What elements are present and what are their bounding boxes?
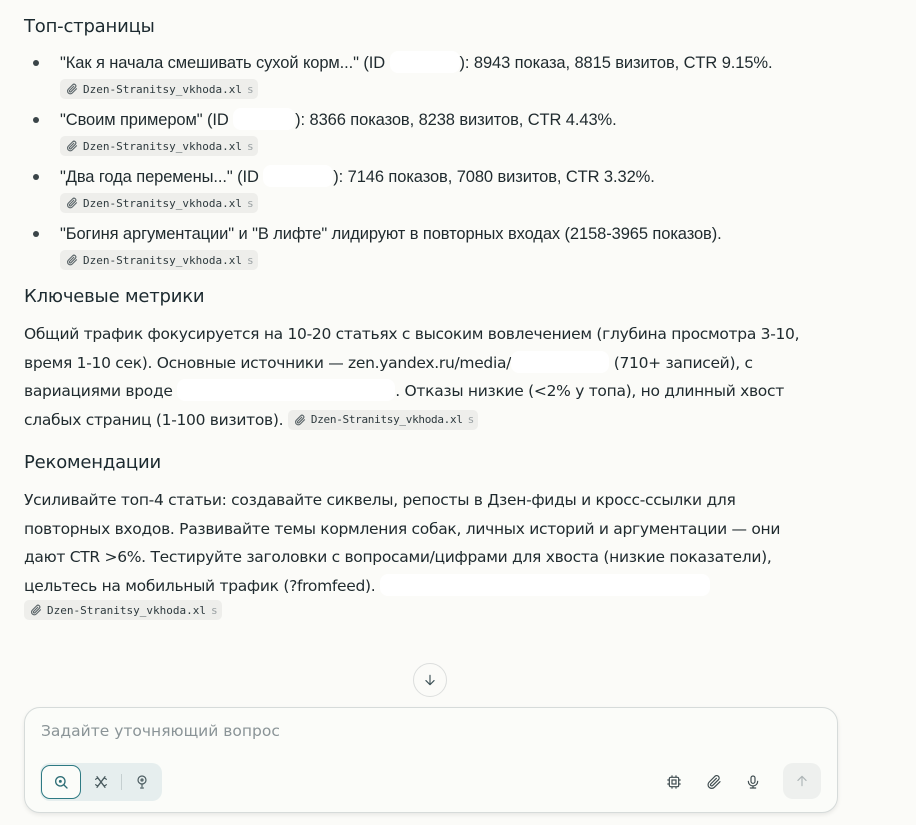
section-title-recommendations: Рекомендации [24, 452, 161, 473]
bullet-icon [33, 60, 39, 66]
paperclip-icon [294, 414, 306, 426]
source-chip[interactable]: Dzen-Stranitsy_vkhoda.xl s [288, 410, 478, 430]
answer-content [24, 14, 844, 620]
mode-labs-button[interactable] [122, 765, 162, 799]
redacted-id [390, 51, 460, 73]
list-item-text: "Своим примером" (ID ): 8366 показов, 8238 визитов, CTR 4.43%. [60, 107, 844, 133]
mode-search-button[interactable] [41, 765, 81, 799]
list-item [24, 107, 844, 156]
redacted-path [511, 351, 609, 373]
list-item [24, 164, 844, 213]
source-chip[interactable]: Dzen-Stranitsy_vkhoda.xl s [60, 79, 258, 99]
list-item-text: "Богиня аргументации" и "В лифте" лидируют в повторных входах (2158-3965 показов). [60, 225, 722, 243]
model-select-button[interactable] [662, 770, 686, 794]
mode-research-button[interactable] [81, 765, 121, 799]
bullet-icon [33, 174, 39, 180]
paperclip-icon [66, 254, 78, 266]
voice-input-button[interactable] [741, 770, 765, 794]
redacted-id [233, 108, 295, 130]
source-chip[interactable]: Dzen-Stranitsy_vkhoda.xl s [24, 600, 222, 620]
lightbulb-icon [134, 774, 150, 790]
source-chip[interactable]: Dzen-Stranitsy_vkhoda.xl s [60, 193, 258, 213]
arrow-up-icon [795, 774, 809, 788]
send-button[interactable] [783, 763, 821, 799]
paperclip-icon [30, 604, 42, 616]
composer [24, 707, 838, 813]
mode-selector [40, 763, 162, 801]
list-item-text: "Как я начала смешивать сухой корм..." (ID ): 8943 показа, 8815 визитов, CTR 9.15%. [60, 50, 844, 76]
list-item-text: "Два года перемены..." (ID ): 7146 показов, 7080 визитов, CTR 3.32%. [60, 164, 844, 190]
key-metrics-text: Общий трафик фокусируется на 10-20 статьях с высоким вовлечением (глубина просмотра 3-10, время 1-10 сек). Основные источники — zen.yandex.ru/media/ (710+ записей), с вариациями вроде . Отказы низкие (<2% у топа), но длинный хвост слабых страниц (1-100 визитов). Dzen-Stranitsy_vkhoda.xl s [24, 325, 800, 429]
follow-up-input[interactable] [41, 722, 801, 740]
bullet-icon [33, 231, 39, 237]
section-title-key-metrics: Ключевые метрики [24, 286, 205, 307]
source-chip[interactable]: Dzen-Stranitsy_vkhoda.xl s [60, 136, 258, 156]
bullet-icon [33, 117, 39, 123]
paperclip-icon [66, 83, 78, 95]
redacted-url [177, 379, 395, 401]
section-title-top-pages: Топ-страницы [24, 16, 155, 37]
list-item [24, 50, 844, 99]
attach-button[interactable] [702, 770, 726, 794]
top-pages-list [24, 50, 844, 270]
paperclip-icon [66, 197, 78, 209]
knot-icon [93, 774, 109, 790]
redacted-id [263, 165, 333, 187]
paperclip-icon [706, 774, 722, 790]
scroll-down-button[interactable] [413, 663, 447, 697]
cpu-chip-icon [666, 774, 682, 790]
microphone-icon [745, 774, 761, 790]
arrow-down-icon [423, 673, 437, 687]
paperclip-icon [66, 140, 78, 152]
recommendations-text: Усиливайте топ-4 статьи: создавайте сиквелы, репосты в Дзен-фиды и кросс-ссылки для повторных входов. Развивайте темы кормления собак, личных историй и аргументации — они дают CTR >6%. Тестируйте заголовки с вопросами/цифрами для хвоста (низкие показатели), цельтесь на мобильный трафик (?fromfeed). [24, 491, 781, 595]
search-focus-icon [53, 774, 69, 790]
source-chip[interactable]: Dzen-Stranitsy_vkhoda.xl s [60, 250, 258, 270]
list-item [24, 221, 844, 270]
redacted-text [380, 574, 710, 596]
